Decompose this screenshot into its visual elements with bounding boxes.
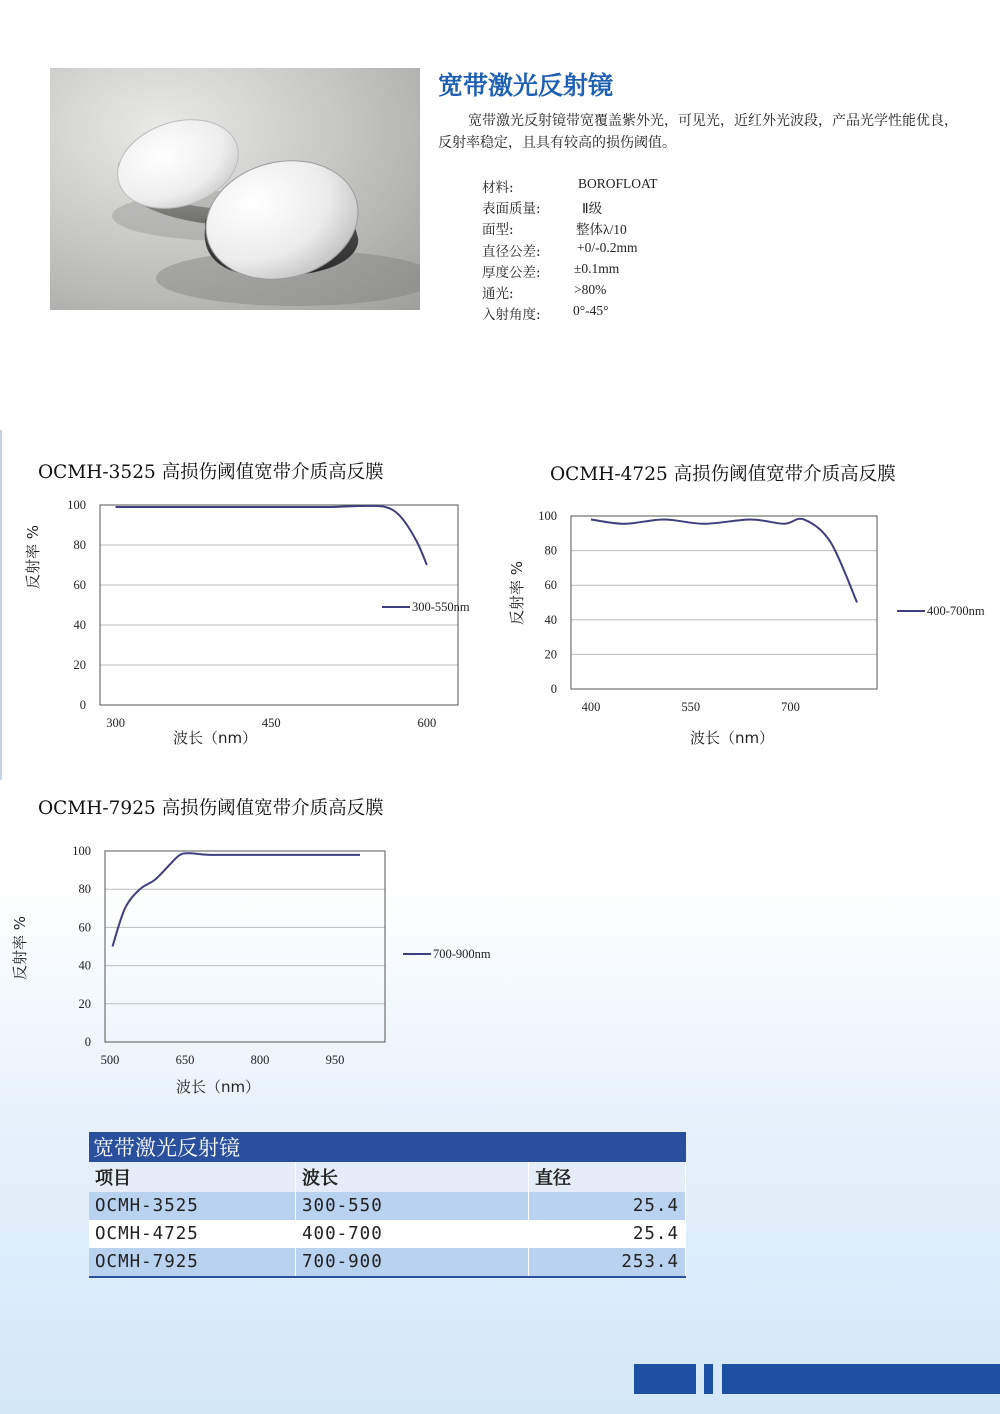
spec-label: 通光: [482, 285, 514, 302]
product-description: 宽带激光反射镜带宽覆盖紫外光，可见光，近红外光波段，产品光学性能优良，反射率稳定，且具有较高的损伤阈值。 [438, 113, 958, 151]
x-tick-label: 650 [175, 1053, 195, 1067]
chart-ocmh-3525 [0, 490, 500, 760]
x-tick-label: 700 [781, 700, 800, 714]
spec-value: 0°-45° [573, 303, 609, 319]
footer-bar [704, 1364, 713, 1394]
chart-title: OCMH-3525 高损伤阈值宽带介质高反膜 [38, 462, 384, 483]
footer-bar [634, 1364, 696, 1394]
cell-model: OCMH-4725 [89, 1220, 296, 1248]
y-axis-label: 反射率 % [24, 524, 42, 590]
table-title: 宽带激光反射镜 [89, 1132, 686, 1162]
x-axis-label: 波长（nm） [175, 1078, 261, 1096]
x-tick-label: 950 [325, 1053, 345, 1067]
y-tick-label: 80 [73, 538, 86, 552]
product-title: 宽带激光反射镜 [438, 71, 614, 100]
product-photo [50, 68, 420, 310]
x-tick-label: 500 [100, 1053, 120, 1067]
spec-value: >80% [574, 281, 607, 297]
y-tick-label: 60 [78, 920, 91, 935]
y-tick-label: 60 [73, 578, 86, 592]
plot-frame [105, 851, 385, 1042]
table-title-row [89, 1132, 686, 1162]
legend-label: 400-700nm [927, 604, 985, 618]
y-tick-label: 20 [73, 658, 86, 672]
x-axis-label: 波长（nm） [689, 729, 775, 747]
cell-model: OCMH-7925 [89, 1248, 296, 1277]
spec-label: 入射角度: [482, 307, 541, 324]
y-tick-label: 20 [544, 647, 557, 662]
x-axis-label: 波长（nm） [172, 729, 258, 747]
y-tick-label: 40 [78, 958, 91, 973]
x-tick-label: 300 [106, 716, 125, 730]
table-row [89, 1220, 686, 1248]
column-header-item: 项目 [89, 1162, 296, 1192]
y-axis-label: 反射率 % [508, 560, 526, 626]
cell-diameter: 25.4 [529, 1220, 686, 1248]
footer-bar [722, 1364, 1000, 1394]
x-tick-label: 550 [681, 700, 701, 714]
series-line [591, 519, 857, 603]
spec-value: +0/-0.2mm [577, 239, 638, 255]
x-tick-label: 600 [417, 716, 437, 730]
cell-diameter: 25.4 [529, 1192, 686, 1220]
y-tick-label: 60 [544, 578, 557, 593]
x-tick-label: 450 [261, 716, 281, 730]
column-header-wavelength: 波长 [296, 1162, 529, 1192]
series-line [116, 506, 427, 565]
spec-label: 面型: [482, 222, 514, 239]
y-tick-label: 100 [538, 509, 557, 523]
y-tick-label: 0 [550, 682, 557, 696]
y-tick-label: 80 [544, 543, 557, 558]
table-row [89, 1192, 686, 1220]
cell-model: OCMH-3525 [89, 1192, 296, 1220]
y-tick-label: 0 [79, 698, 86, 712]
table-header-row [89, 1162, 686, 1192]
chart-title: OCMH-7925 高损伤阈值宽带介质高反膜 [38, 798, 384, 819]
legend-label: 300-550nm [412, 600, 470, 614]
y-tick-label: 100 [67, 498, 86, 512]
chart-title: OCMH-4725 高损伤阈值宽带介质高反膜 [550, 464, 896, 485]
cell-wavelength: 700-900 [296, 1248, 529, 1277]
y-tick-label: 80 [78, 882, 91, 897]
cell-diameter: 253.4 [529, 1248, 686, 1277]
spec-label: 厚度公差: [482, 264, 541, 281]
spec-label: 材料: [482, 180, 514, 196]
plot-frame [100, 505, 458, 705]
series-line [113, 853, 361, 946]
y-tick-label: 100 [72, 844, 91, 858]
spec-value: BOROFLOAT [578, 176, 658, 191]
spec-value: ±0.1mm [574, 260, 620, 276]
y-tick-label: 40 [73, 618, 86, 632]
product-table [89, 1132, 686, 1278]
spec-value: Ⅱ级 [582, 201, 603, 217]
column-header-diameter: 直径 [529, 1162, 686, 1192]
mirror-discs-illustration [50, 68, 420, 310]
x-tick-label: 800 [250, 1053, 270, 1067]
table-row [89, 1248, 686, 1277]
chart-ocmh-4725 [500, 500, 1000, 760]
spec-value: 整体λ/10 [576, 222, 627, 238]
x-tick-label: 400 [581, 700, 601, 714]
cell-wavelength: 400-700 [296, 1220, 529, 1248]
cell-wavelength: 300-550 [296, 1192, 529, 1220]
y-tick-label: 20 [78, 996, 91, 1011]
y-tick-label: 0 [84, 1035, 91, 1049]
spec-label: 直径公差: [482, 243, 541, 260]
spec-label: 表面质量: [482, 201, 541, 218]
chart-ocmh-7925 [0, 836, 500, 1106]
legend-label: 700-900nm [433, 947, 491, 961]
y-tick-label: 40 [544, 612, 557, 627]
y-axis-label: 反射率 % [11, 915, 29, 981]
